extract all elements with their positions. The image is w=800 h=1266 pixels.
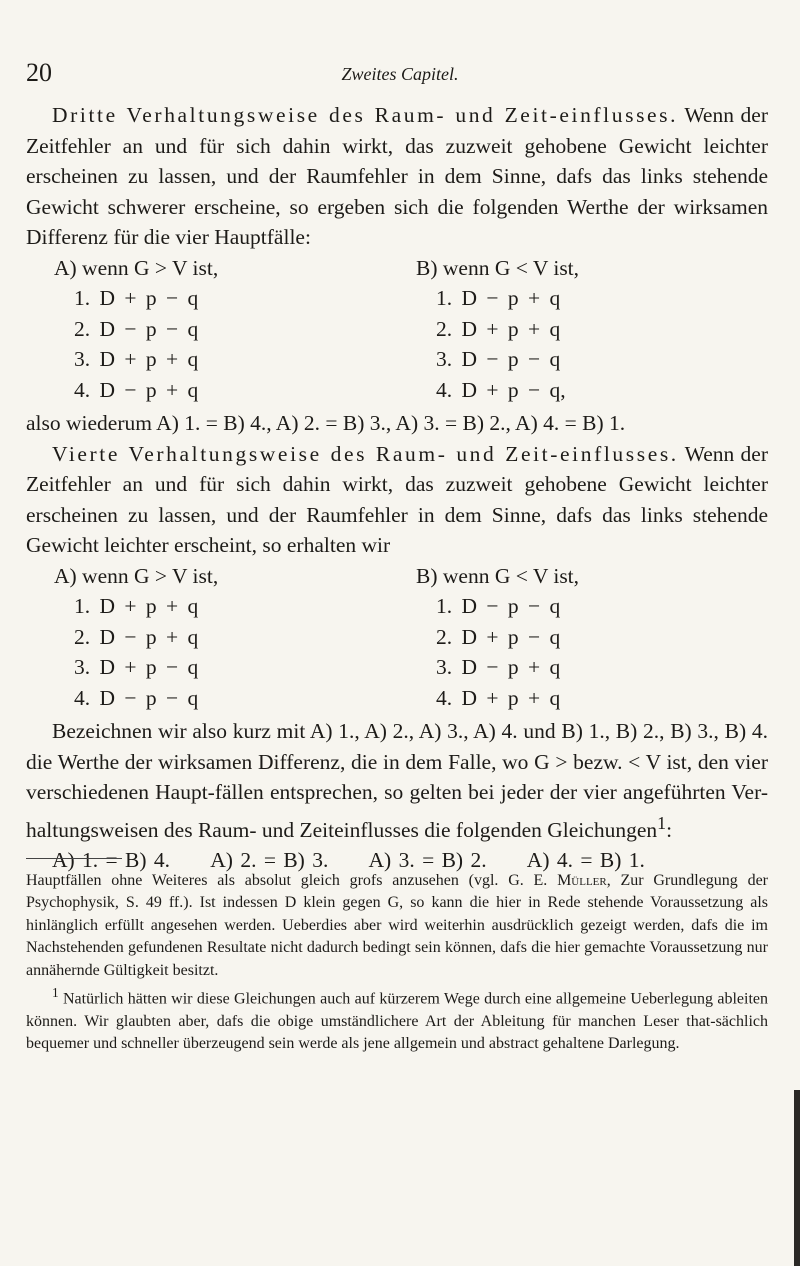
- equation: A) 4. = B) 1.: [526, 848, 645, 873]
- case-row: 3. D + p + q: [74, 347, 199, 372]
- section-3-case-b: [416, 253, 736, 405]
- author-name: Müller: [557, 872, 607, 889]
- case-row: 1. D + p + q: [74, 593, 199, 618]
- section-4-title: Vierte Verhaltungsweise des Raum- und Zeit-einflusses.: [52, 441, 679, 466]
- case-row: 4. D + p − q,: [436, 377, 566, 402]
- conclusion-colon: :: [666, 817, 673, 842]
- section-3-summary: also wiederum A) 1. = B) 4., A) 2. = B) 3., A) 3. = B) 2., A) 4. = B) 1.: [26, 410, 626, 435]
- section-3-case-a: [54, 253, 354, 405]
- case-row: 1. D + p − q: [74, 285, 199, 310]
- conclusion-text: Bezeichnen wir also kurz mit A) 1., A) 2., A) 3., A) 4. und B) 1., B) 2., B) 3., B) 4. die Werthe der wirksamen Differenz, die in dem Falle, wo G > bezw. < V ist, den vier verschiedenen Haupt-fällen entsprechen, so gelten bei jeder der vier angeführten Ver-haltungsweisen des Raum- und Zeiteinflusses die folgenden Gleichungen: [26, 718, 768, 842]
- section-4-cases: [26, 561, 768, 716]
- footnote-divider: [26, 858, 122, 859]
- case-row: 2. D + p − q: [436, 624, 561, 649]
- footnote-text: , Zur Grundlegung der Psychophysik, S. 49 ff.). Ist indessen D klein gegen G, so kann die hier in Rede stehende Voraussetzung als hinlänglich erfüllt angesehen werden. Ueberdies aber wird weiterhin ausdrücklich gezeigt werden, dafs die im Nachstehenden gefundenen Resultate nicht dadurch bedingt sein können, dafs die hier gemachte Voraussetzung nur annähernde Gültigkeit besitzt.: [26, 872, 768, 979]
- case-heading: B) wenn G < V ist,: [416, 563, 580, 588]
- footnote-text: Hauptfällen ohne Weiteres als absolut gleich grofs anzusehen (vgl. G. E.: [26, 872, 558, 889]
- footnotes: [26, 870, 768, 1056]
- section-4-case-b: [416, 561, 736, 713]
- footnote-continuation: [26, 870, 768, 982]
- footnote-1: [26, 982, 768, 1056]
- page-edge-shadow: [794, 1090, 800, 1266]
- main-text: [26, 100, 768, 876]
- page-header: [0, 58, 800, 88]
- conclusion-paragraph: [26, 716, 768, 846]
- case-heading: A) wenn G > V ist,: [54, 563, 219, 588]
- case-row: 1. D − p + q: [436, 285, 561, 310]
- case-row: 4. D − p + q: [74, 377, 199, 402]
- section-4-text: Wenn der Zeitfehler an und für sich dahin wirkt, das zuzweit gehobene Gewicht leichter erscheinen zu lassen, und der Raumfehler in dem Sinne, dafs das links stehende Gewicht leichter erscheint, so erhalten wir: [26, 441, 768, 558]
- footnote-1-text: Natürlich hätten wir diese Gleichungen auch auf kürzerem Wege durch eine allgemeine Ueberlegung ableiten können. Wir glaubten aber, dafs die obige umständlichere Art der Ableitung für manchen Leser that-sächlich bequemer und schneller überzeugend sein werde als jene allgemein und abstract gehaltene Darlegung.: [26, 990, 768, 1053]
- case-row: 4. D − p − q: [74, 685, 199, 710]
- case-row: 4. D + p + q: [436, 685, 561, 710]
- case-heading: A) wenn G > V ist,: [54, 255, 219, 280]
- section-3-title: Dritte Verhaltungsweise des Raum- und Zeit-einflusses.: [52, 103, 679, 127]
- equation: A) 2. = B) 3.: [210, 848, 329, 873]
- case-row: 2. D − p − q: [74, 316, 199, 341]
- case-row: 2. D − p + q: [74, 624, 199, 649]
- case-row: 1. D − p − q: [436, 593, 561, 618]
- case-row: 3. D + p − q: [74, 655, 199, 680]
- page-number: 20: [26, 58, 52, 87]
- case-row: 3. D − p − q: [436, 347, 561, 372]
- case-heading: B) wenn G < V ist,: [416, 255, 580, 280]
- section-3-paragraph: [26, 100, 768, 253]
- section-4-case-a: [54, 561, 354, 713]
- section-3-text: Wenn der Zeitfehler an und für sich dahin wirkt, das zuzweit gehobene Gewicht leichter erscheinen zu lassen, und der Raumfehler in dem Sinne, dafs das links stehende Gewicht schwerer erscheine, so ergeben sich die folgenden Werthe der wirksamen Differenz für die vier Hauptfälle:: [26, 103, 768, 250]
- footnote-marker: 1: [52, 985, 59, 1001]
- equation: A) 1. = B) 4.: [52, 848, 171, 873]
- running-head: Zweites Capitel.: [341, 64, 459, 84]
- section-4-paragraph: [26, 439, 768, 561]
- section-3-cases: [26, 253, 768, 408]
- footnote-reference[interactable]: 1: [657, 812, 667, 833]
- case-row: 2. D + p + q: [436, 316, 561, 341]
- equation: A) 3. = B) 2.: [368, 848, 487, 873]
- case-row: 3. D − p + q: [436, 655, 561, 680]
